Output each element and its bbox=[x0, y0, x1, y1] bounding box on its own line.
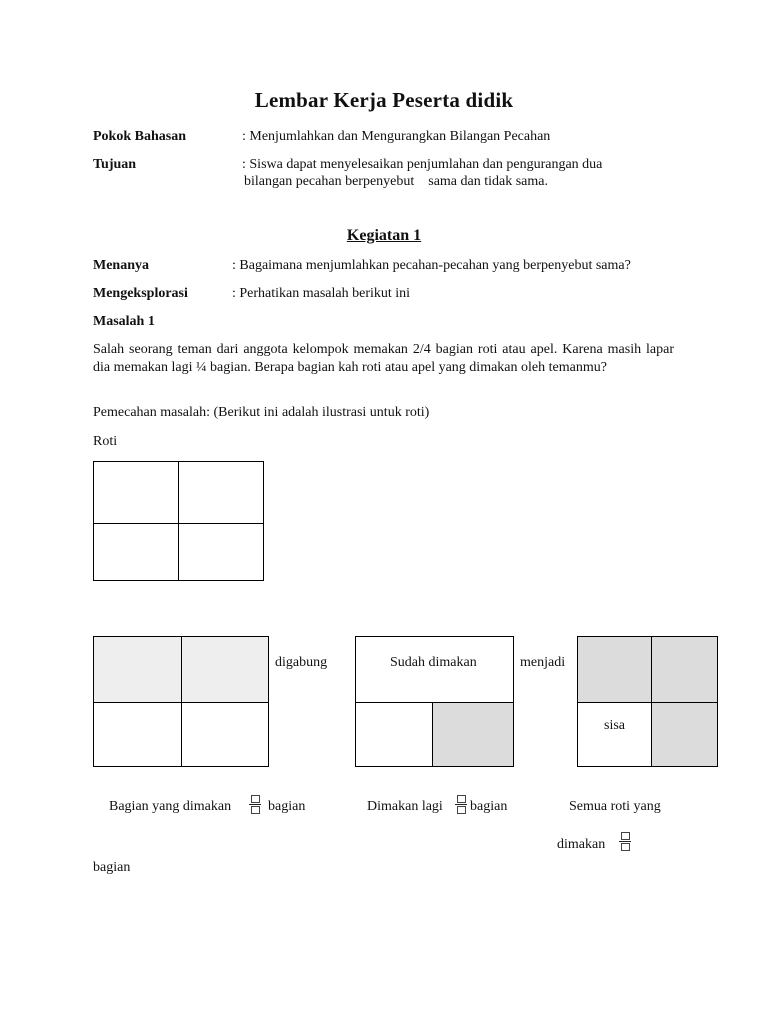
eaten-box-second bbox=[355, 636, 514, 767]
pokok-bahasan-value: : Menjumlahkan dan Mengurangkan Bilangan Pecahan bbox=[242, 129, 551, 144]
menjadi-label: menjadi bbox=[520, 655, 566, 670]
kegiatan-heading: Kegiatan 1 bbox=[346, 227, 422, 244]
page-title: Lembar Kerja Peserta didik bbox=[254, 88, 514, 112]
menanya-label: Menanya bbox=[93, 258, 149, 273]
caption-eaten: Bagian yang dimakan bbox=[109, 799, 232, 814]
caption-total-line2: dimakan bbox=[557, 837, 606, 852]
total-eaten-shade-bottom bbox=[651, 702, 717, 766]
caption-eaten-again-bagian: bagian bbox=[470, 799, 508, 814]
tujuan-value-line2: bilangan pecahan berpenyebut sama dan tidak sama. bbox=[244, 174, 548, 189]
digabung-label: digabung bbox=[275, 655, 328, 670]
eksplorasi-label: Mengeksplorasi bbox=[93, 286, 188, 301]
caption-eaten-bagian: bagian bbox=[268, 799, 306, 814]
eksplorasi-value: : Perhatikan masalah berikut ini bbox=[232, 286, 411, 301]
masalah-label: Masalah 1 bbox=[93, 314, 155, 329]
caption-total-bagian: bagian bbox=[93, 860, 131, 875]
fraction-blank-2[interactable] bbox=[455, 795, 467, 814]
tujuan-value-line1: : Siswa dapat menyelesaikan penjumlahan dan pengurangan dua bbox=[242, 157, 603, 172]
result-box bbox=[577, 636, 718, 767]
caption-total-line1: Semua roti yang bbox=[569, 799, 661, 814]
eaten-again-shade bbox=[432, 702, 513, 766]
total-eaten-shade-top bbox=[578, 637, 717, 702]
menanya-value: : Bagaimana menjumlahkan pecahan-pecahan yang berpenyebut sama? bbox=[232, 258, 631, 273]
sisa-label: sisa bbox=[604, 718, 625, 733]
fraction-blank-1[interactable] bbox=[249, 795, 261, 814]
roti-label: Roti bbox=[93, 434, 118, 449]
sudah-dimakan-label: Sudah dimakan bbox=[390, 655, 477, 670]
roti-grid bbox=[93, 461, 264, 581]
caption-eaten-again: Dimakan lagi bbox=[367, 799, 443, 814]
pokok-bahasan-label: Pokok Bahasan bbox=[93, 129, 186, 144]
masalah-text: Salah seorang teman dari anggota kelompok memakan 2/4 bagian roti atau apel. Karena masih lapar dia memakan lagi ¼ bagian. Berapa bagian kah roti atau apel yang dimakan oleh temanmu? bbox=[93, 342, 674, 375]
tujuan-label: Tujuan bbox=[93, 157, 137, 172]
pemecahan-text: Pemecahan masalah: (Berikut ini adalah ilustrasi untuk roti) bbox=[93, 405, 430, 420]
fraction-blank-3[interactable] bbox=[619, 832, 631, 851]
eaten-box-first bbox=[93, 636, 269, 767]
